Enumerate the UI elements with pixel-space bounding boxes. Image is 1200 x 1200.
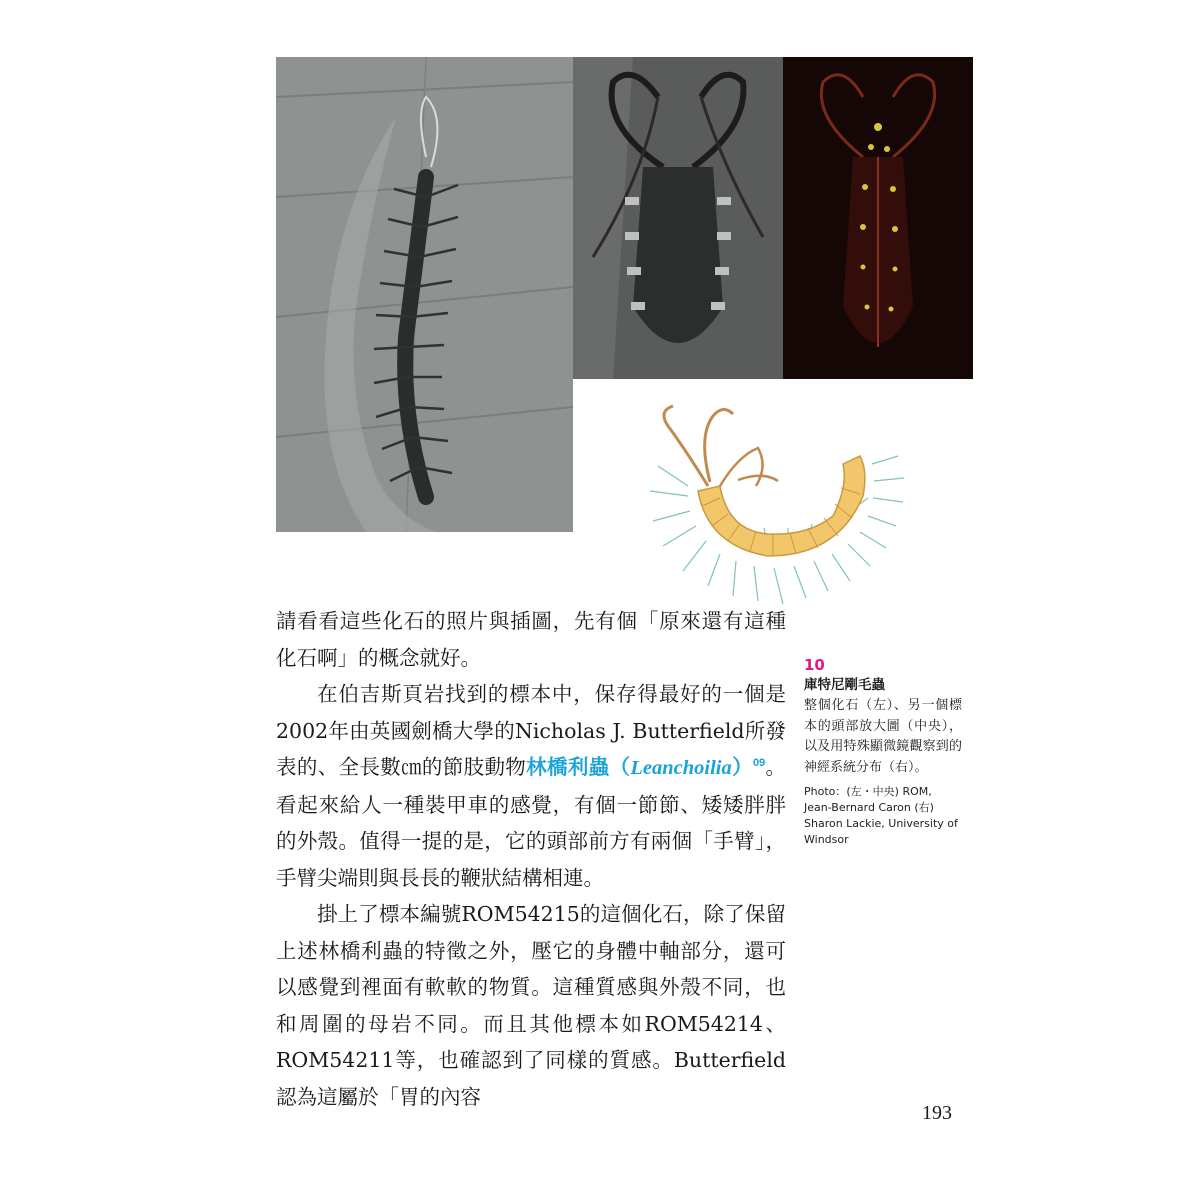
caption-number: 10 bbox=[804, 656, 825, 674]
fossil-photo-left bbox=[276, 57, 573, 532]
species-name-latin: Leanchoilia bbox=[630, 757, 732, 779]
paragraph-1: 請看看這些化石的照片與插圖，先有個「原來還有這種化石啊」的概念就好。 bbox=[276, 609, 786, 670]
species-name-highlight bbox=[526, 755, 753, 779]
caption-text: 整個化石（左）、另一個標本的頭部放大圖（中央），以及用特殊顯微鏡觀察到的神經系統分布（右）。 bbox=[804, 698, 962, 775]
footnote-ref: 09 bbox=[752, 757, 766, 770]
reconstruction-illustration bbox=[628, 386, 946, 624]
species-name-close: ） bbox=[731, 755, 753, 779]
body-text bbox=[276, 603, 786, 1115]
page-number: 193 bbox=[922, 1102, 952, 1124]
caption-title: 庫特尼剛毛蟲 bbox=[804, 677, 885, 693]
species-name-chinese: 林橋利蟲（ bbox=[526, 755, 631, 779]
fossil-photo-right bbox=[783, 57, 973, 379]
figure-caption bbox=[804, 656, 962, 848]
photo-credit: Photo：(左・中央) ROM, Jean-Bernard Caron (右) Sharon Lackie, University of Windsor bbox=[804, 785, 958, 846]
paragraph-3: 掛上了標本編號ROM54215的這個化石，除了保留上述林橋利蟲的特徵之外，壓它的身體中軸部分，還可以感覺到裡面有軟軟的物質。這種質感與外殼不同，也和周圍的母岩不同。而且其他標本如ROM54214、ROM54211等，也確認到了同樣的質感。Butterfield認為這屬於「胃的內容 bbox=[276, 902, 786, 1109]
paragraph-2-part-1: 在伯吉斯頁岩找到的標本中，保存得最好的一個是2002年由英國劍橋大學的Nicholas J. Butterfield所發表的、全長數㎝的節肢動物 bbox=[276, 682, 786, 779]
paragraph-2-part-2: 。看起來給人一種裝甲車的感覺，有個一節節、矮矮胖胖的外殼。值得一提的是，它的頭部前方有兩個「手臂」，手臂尖端則與長長的鞭狀結構相連。 bbox=[276, 755, 787, 890]
paragraph-2 bbox=[276, 676, 786, 896]
fossil-photo-center bbox=[573, 57, 783, 379]
